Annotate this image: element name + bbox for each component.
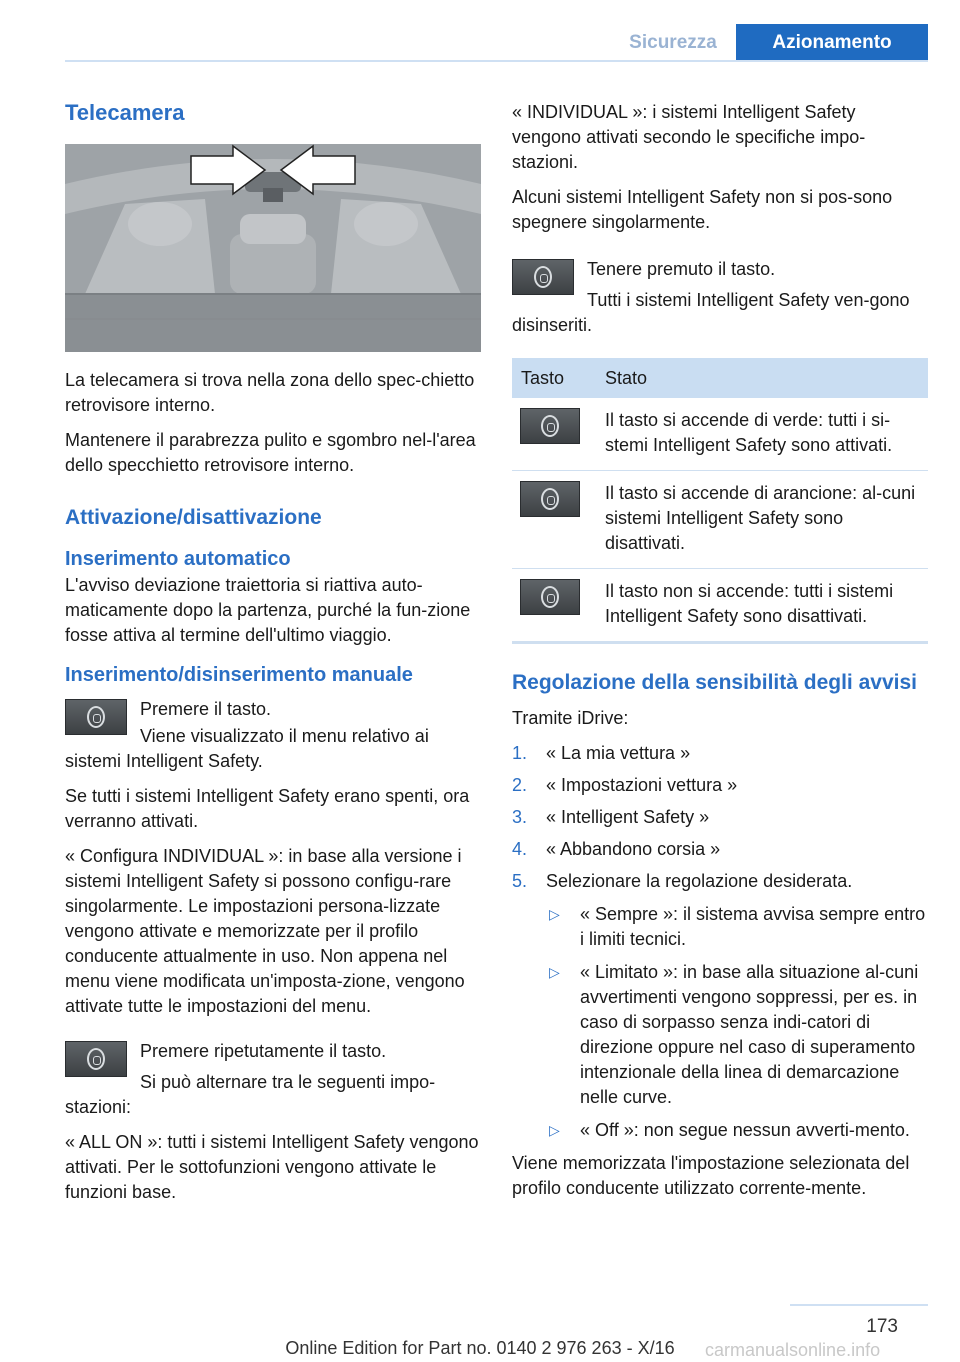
step-text: « Intelligent Safety »	[546, 807, 710, 827]
options-list	[546, 902, 928, 1143]
triangle-bullet-icon: ▷	[549, 1122, 560, 1138]
heading-sensitivity: Regolazione della sensibilità degli avvisi	[512, 671, 917, 694]
option-text: « Off »: non segue nessun avverti-mento.	[580, 1120, 910, 1140]
lane-safety-icon	[541, 488, 559, 510]
hold-paragraph-1: Tenere premuto il tasto.	[587, 259, 776, 279]
intelligent-safety-button-icon	[512, 259, 574, 295]
car-interior-illustration	[65, 144, 481, 352]
option-text: « Limitato »: in base alla situazione al-cuni avvertimenti vengono soppressi, per es. in caso di sorpasso senza indi-catori di direzione oppure nel caso di superamento intenzionale della linea di demarcazione nelle curve.	[580, 962, 919, 1107]
intelligent-safety-button-icon	[520, 579, 580, 615]
list-item	[512, 773, 928, 798]
lane-safety-icon	[534, 266, 552, 288]
table-row	[512, 398, 928, 471]
left-column	[65, 100, 481, 1215]
repeat-paragraph-2: Si può alternare tra le seguenti impo-stazioni:	[65, 1072, 436, 1117]
list-item	[512, 805, 928, 830]
list-item	[512, 741, 928, 766]
intelligent-safety-button-icon	[65, 699, 127, 735]
right-column	[512, 100, 928, 1211]
lane-safety-icon	[87, 706, 105, 728]
auto-paragraph: L'avviso deviazione traiettoria si riattiva auto-maticamente dopo la partenza, purché la fun-zione fosse attiva al termine dell'ultimo viaggio.	[65, 575, 471, 645]
intelligent-safety-button-icon	[520, 481, 580, 517]
manual-paragraph-1: Premere il tasto.	[140, 699, 272, 719]
page-number: 173	[866, 1316, 898, 1337]
step-text: Selezionare la regolazione desiderata.	[546, 871, 853, 891]
heading-auto: Inserimento automatico	[65, 548, 291, 570]
repeat-button-row	[65, 1039, 481, 1064]
heading-activation: Attivazione/disattivazione	[65, 506, 322, 529]
table-cell-icon	[512, 569, 596, 643]
triangle-bullet-icon: ▷	[549, 906, 560, 922]
list-item	[512, 869, 928, 1143]
manual-paragraph-4: « Configura INDIVIDUAL »: in base alla versione i sistemi Intelligent Safety si possono configu-rare singolarmente. Le impostazioni persona-lizzate vengono attivate e memorizzate per il profilo conducente attualmente in uso. Non appena nel menu viene modificata un'imposta-zione, vengono attivate tutte le impostazioni del menu.	[65, 846, 465, 1016]
table-cell-icon	[512, 398, 596, 471]
saved-paragraph: Viene memorizzata l'impostazione selezionata del profilo conducente utilizzato corrente-mente.	[512, 1153, 910, 1198]
step-text: « Abbandono corsia »	[546, 839, 721, 859]
manual-button-row	[65, 697, 481, 722]
edition-line: Online Edition for Part no. 0140 2 976 263 - X/16	[285, 1338, 675, 1358]
repeat-paragraph-1: Premere ripetutamente il tasto.	[140, 1041, 387, 1061]
table-header-state: Stato	[596, 358, 928, 398]
hold-paragraph-2: Tutti i sistemi Intelligent Safety ven-gono disinseriti.	[512, 290, 910, 335]
table-header-button: Tasto	[512, 358, 596, 398]
step-number: 3.	[512, 807, 528, 827]
step-number: 1.	[512, 743, 528, 763]
section-tab-sicurezza: Sicurezza	[629, 32, 717, 53]
step-number: 2.	[512, 775, 528, 795]
camera-location-photo	[65, 144, 481, 352]
table-cell-state: Il tasto si accende di arancione: al-cuni sistemi Intelligent Safety sono disattivati.	[596, 471, 928, 569]
table-cell-state: Il tasto si accende di verde: tutti i si-stemi Intelligent Safety sono attivati.	[596, 398, 928, 471]
lane-safety-icon	[87, 1048, 105, 1070]
step-number: 5.	[512, 871, 528, 891]
list-item	[512, 837, 928, 862]
lane-safety-icon	[541, 415, 559, 437]
manual-paragraph-2: Viene visualizzato il menu relativo ai sistemi Intelligent Safety.	[65, 726, 429, 771]
triangle-bullet-icon: ▷	[549, 964, 560, 980]
intelligent-safety-button-icon	[520, 408, 580, 444]
heading-manual: Inserimento/disinserimento manuale	[65, 664, 413, 686]
intelligent-safety-button-icon	[65, 1041, 127, 1077]
header-rule	[65, 60, 928, 62]
watermark: carmanualsonline.info	[705, 1340, 881, 1360]
manual-paragraph-3: Se tutti i sistemi Intelligent Safety erano spenti, ora verranno attivati.	[65, 786, 470, 831]
list-item	[546, 1118, 928, 1143]
table-row	[512, 471, 928, 569]
heading-camera: Telecamera	[65, 100, 185, 125]
step-text: « La mia vettura »	[546, 743, 691, 763]
camera-paragraph-1: La telecamera si trova nella zona dello spec-chietto retrovisore interno.	[65, 370, 475, 415]
lane-safety-icon	[541, 586, 559, 608]
section-tab-azionamento: Azionamento	[736, 24, 928, 62]
camera-paragraph-2: Mantenere il parabrezza pulito e sgombro nel-l'area dello specchietto retrovisore interno.	[65, 430, 476, 475]
step-text: « Impostazioni vettura »	[546, 775, 738, 795]
individual-paragraph: « INDIVIDUAL »: i sistemi Intelligent Safety vengono attivati secondo le specifiche impo-stazioni.	[512, 102, 866, 172]
table-row	[512, 569, 928, 643]
option-text: « Sempre »: il sistema avvisa sempre entro i limiti tecnici.	[580, 904, 926, 949]
hold-button-row	[512, 257, 928, 282]
button-status-table	[512, 358, 928, 644]
via-idrive-paragraph: Tramite iDrive:	[512, 708, 629, 728]
step-number: 4.	[512, 839, 528, 859]
some-systems-paragraph: Alcuni sistemi Intelligent Safety non si pos-sono spegnere singolarmente.	[512, 187, 893, 232]
list-item	[546, 960, 928, 1110]
table-cell-icon	[512, 471, 596, 569]
list-item	[546, 902, 928, 952]
footer-rule	[790, 1304, 928, 1306]
table-cell-state: Il tasto non si accende: tutti i sistemi Intelligent Safety sono disattivati.	[596, 569, 928, 643]
allon-paragraph: « ALL ON »: tutti i sistemi Intelligent Safety vengono attivati. Per le sottofunzioni vengono attivate le funzioni base.	[65, 1132, 479, 1202]
steps-list	[512, 741, 928, 1143]
